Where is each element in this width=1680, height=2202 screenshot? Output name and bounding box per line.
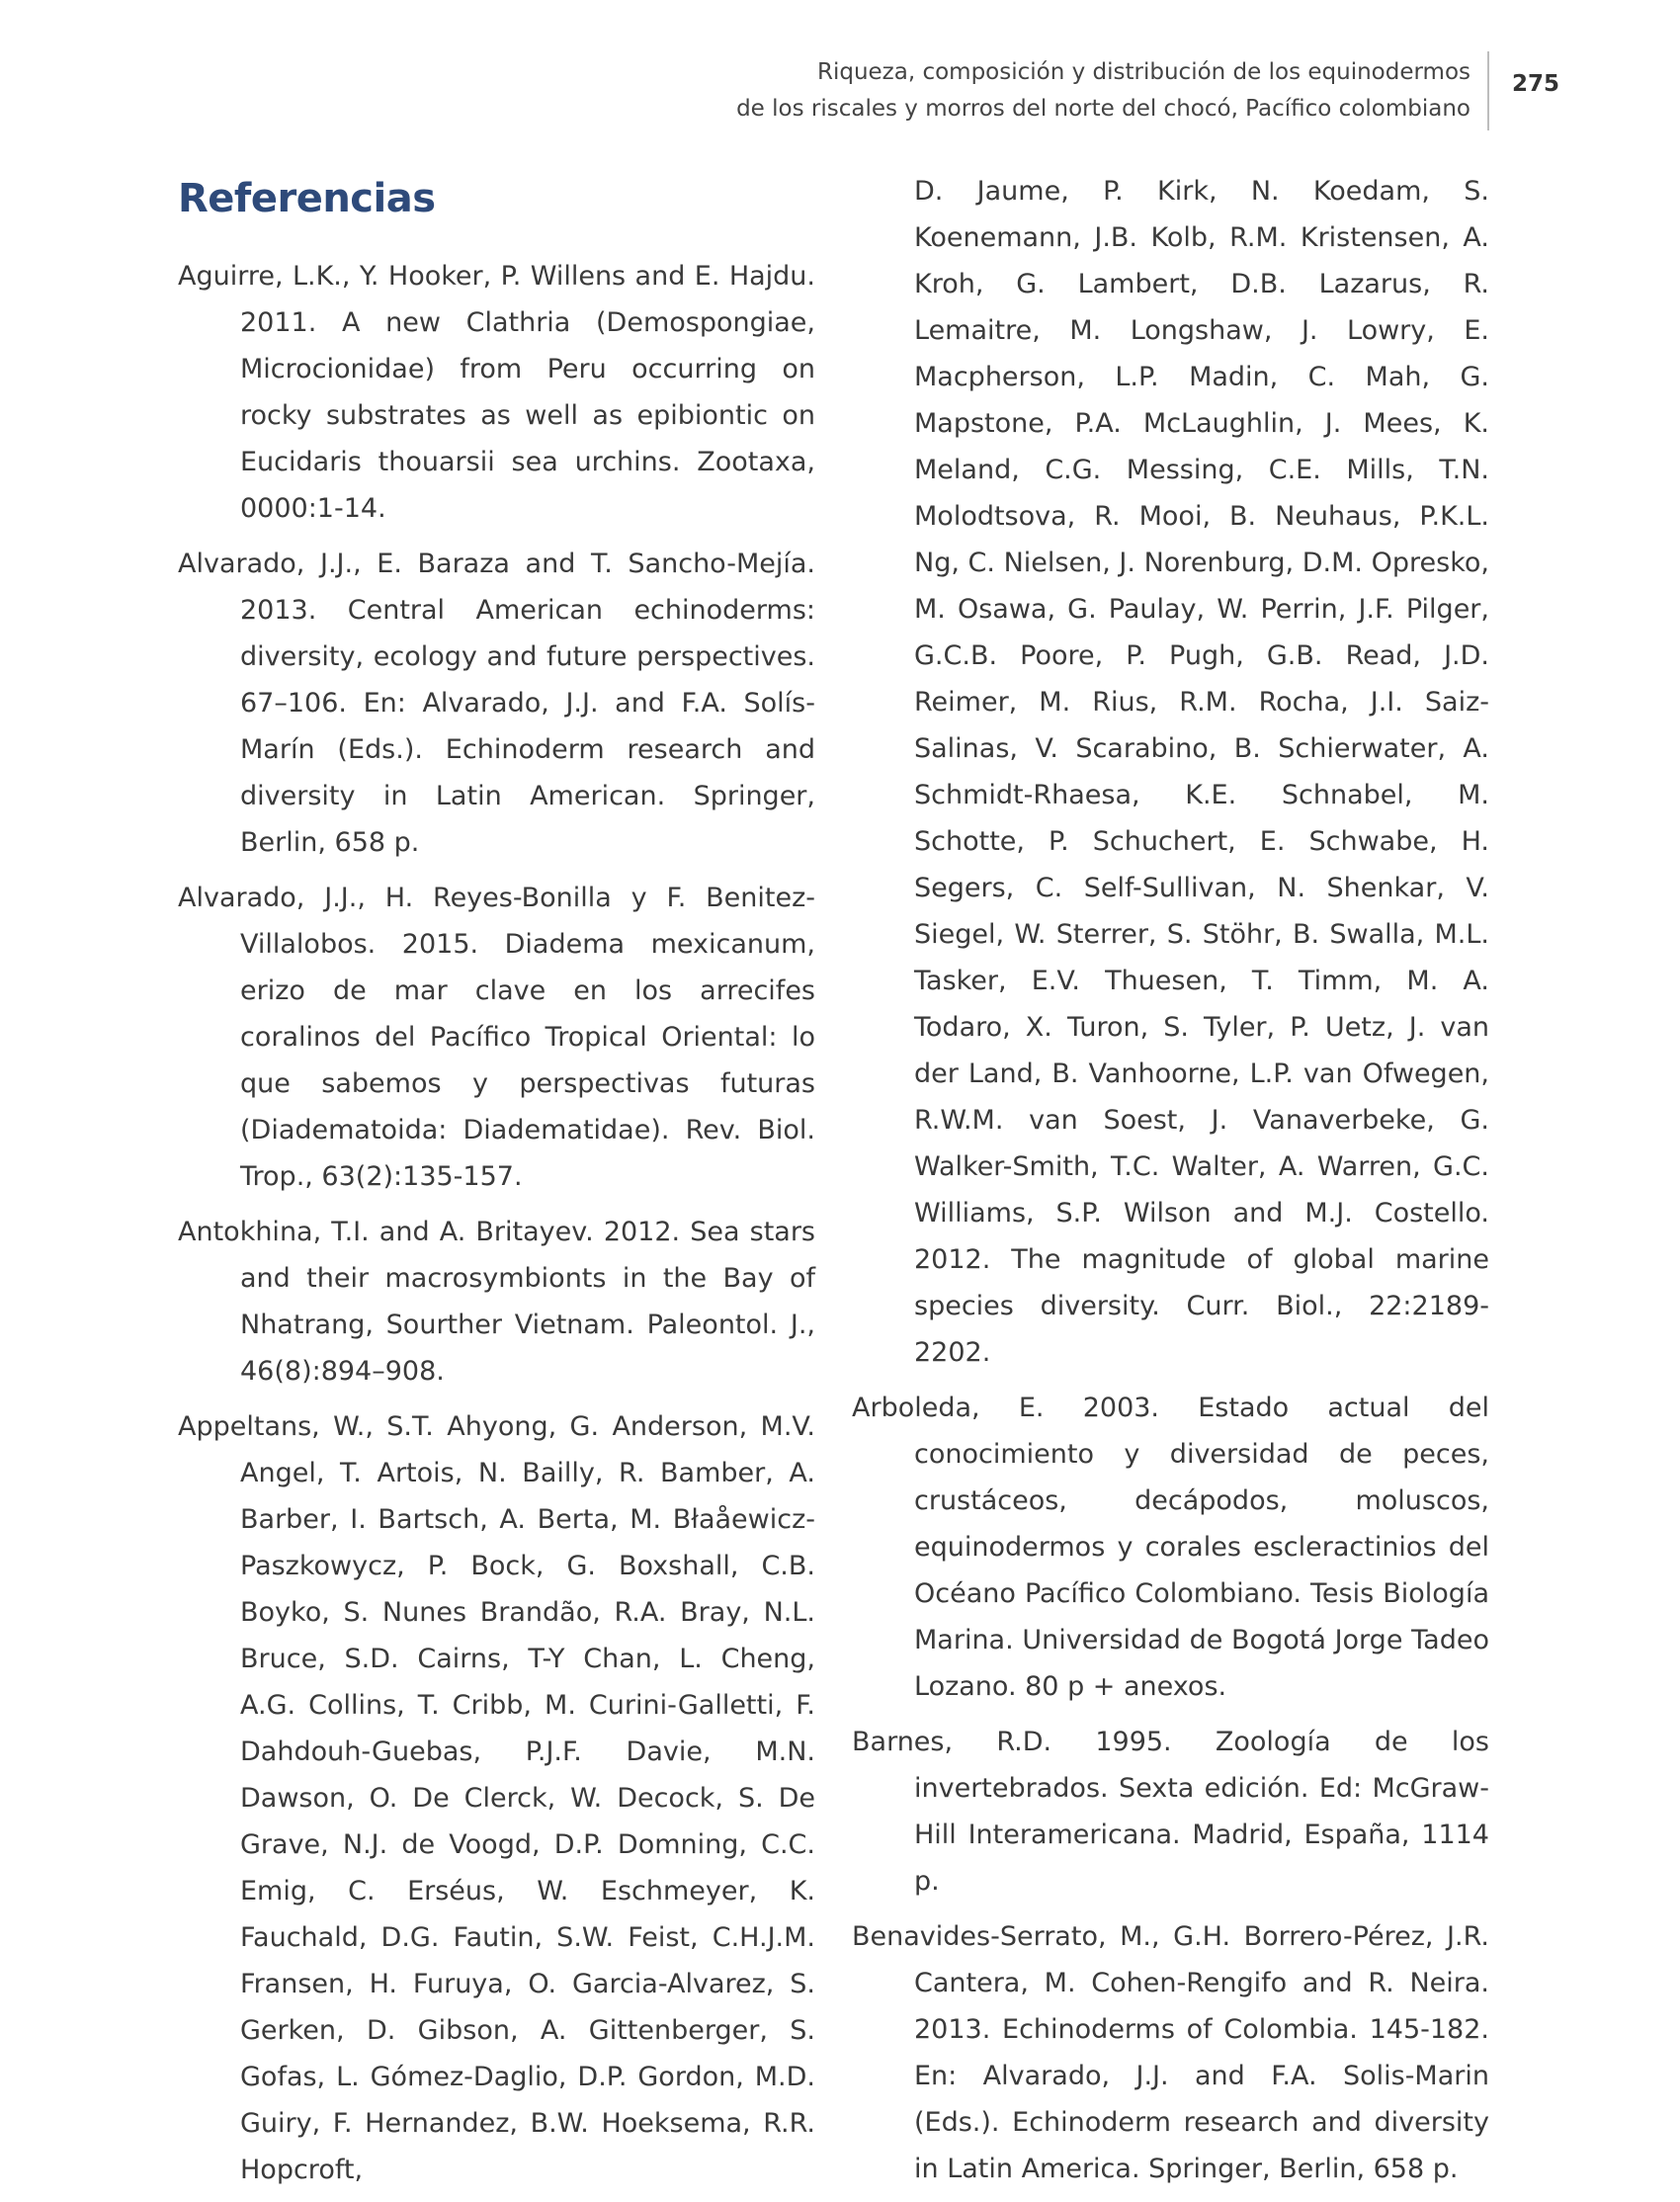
reference-entry: Benavides-Serrato, M., G.H. Borrero-Pérez, J.R. Cantera, M. Cohen-Rengifo and R. Neira. 2013. Echinoderms of Colombia. 145-182. En: Alvarado, J.J. and F.A. Solis-Marin (Eds.). Echinoderm research and diversity in Latin America. Springer, Berlin, 658 p. bbox=[852, 1921, 1489, 2184]
right-column bbox=[852, 168, 1489, 2201]
header-divider bbox=[1487, 51, 1489, 130]
reference-entry: Arboleda, E. 2003. Estado actual del conocimiento y diversidad de peces, crustáceos, decápodos, moluscos, equinodermos y corales escleractinios del Océano Pacífico Colombiano. Tesis Biología Marina. Universidad de Bogotá Jorge Tadeo Lozano. 80 p + anexos. bbox=[852, 1393, 1489, 1702]
reference-entry: Antokhina, T.I. and A. Britayev. 2012. Sea stars and their macrosymbionts in the Bay of Nhatrang, Sourther Vietnam. Paleontol. J., 46(8):894–908. bbox=[178, 1217, 815, 1387]
reference-entry: Aguirre, L.K., Y. Hooker, P. Willens and E. Hajdu. 2011. A new Clathria (Demospongiae, Microcionidae) from Peru occurring on rocky substrates as well as epibiontic on Eucidaris thouarsii sea urchins. Zootaxa, 0000:1-14. bbox=[178, 261, 815, 524]
running-header bbox=[736, 54, 1470, 127]
left-column bbox=[178, 166, 815, 2202]
reference-entry: Appeltans, W., S.T. Ahyong, G. Anderson, M.V. Angel, T. Artois, N. Bailly, R. Bamber, A. Barber, I. Bartsch, A. Berta, M. Błaåewicz-Paszkowycz, P. Bock, G. Boxshall, C.B. Boyko, S. Nunes Brandão, R.A. Bray, N.L. Bruce, S.D. Cairns, T-Y Chan, L. Cheng, A.G. Collins, T. Cribb, M. Curini-Galletti, F. Dahdouh-Guebas, P.J.F. Davie, M.N. Dawson, O. De Clerck, W. Decock, S. De Grave, N.J. de Voogd, D.P. Domning, C.C. Emig, C. Erséus, W. Eschmeyer, K. Fauchald, D.G. Fautin, S.W. Feist, C.H.J.M. Fransen, H. Furuya, O. Garcia-Alvarez, S. Gerken, D. Gibson, A. Gittenberger, S. Gofas, L. Gómez-Daglio, D.P. Gordon, M.D. Guiry, F. Hernandez, B.W. Hoeksema, R.R. Hopcroft, bbox=[178, 1411, 815, 2185]
reference-entry: Alvarado, J.J., H. Reyes-Bonilla y F. Benitez-Villalobos. 2015. Diadema mexicanum, erizo de mar clave en los arrecifes coralinos del Pacífico Tropical Oriental: lo que sabemos y perspectivas futuras (Diadematoida: Diadematidae). Rev. Biol. Trop., 63(2):135-157. bbox=[178, 883, 815, 1192]
page-number: 275 bbox=[1512, 71, 1560, 97]
running-header-line-1: Riqueza, composición y distribución de los equinodermos bbox=[816, 59, 1470, 85]
running-header-line-2: de los riscales y morros del norte del chocó, Pacífico colombiano bbox=[736, 96, 1470, 122]
reference-entry: Barnes, R.D. 1995. Zoología de los invertebrados. Sexta edición. Ed: McGraw-Hill Interamericana. Madrid, España, 1114 p. bbox=[852, 1727, 1489, 1897]
reference-entry: Alvarado, J.J., E. Baraza and T. Sancho-Mejía. 2013. Central American echinoderms: diversity, ecology and future perspectives. 67–106. En: Alvarado, J.J. and F.A. Solís-Marín (Eds.). Echinoderm research and diversity in Latin American. Springer, Berlin, 658 p. bbox=[178, 549, 815, 858]
section-title: Referencias bbox=[178, 176, 436, 221]
reference-entry-continuation: D. Jaume, P. Kirk, N. Koedam, S. Koenemann, J.B. Kolb, R.M. Kristensen, A. Kroh, G. Lambert, D.B. Lazarus, R. Lemaitre, M. Longshaw, J. Lowry, E. Macpherson, L.P. Madin, C. Mah, G. Mapstone, P.A. McLaughlin, J. Mees, K. Meland, C.G. Messing, C.E. Mills, T.N. Molodtsova, R. Mooi, B. Neuhaus, P.K.L. Ng, C. Nielsen, J. Norenburg, D.M. Opresko, M. Osawa, G. Paulay, W. Perrin, J.F. Pilger, G.C.B. Poore, P. Pugh, G.B. Read, J.D. Reimer, M. Rius, R.M. Rocha, J.I. Saiz-Salinas, V. Scarabino, B. Schierwater, A. Schmidt-Rhaesa, K.E. Schnabel, M. Schotte, P. Schuchert, E. Schwabe, H. Segers, C. Self-Sullivan, N. Shenkar, V. Siegel, W. Sterrer, S. Stöhr, B. Swalla, M.L. Tasker, E.V. Thuesen, T. Timm, M. A. Todaro, X. Turon, S. Tyler, P. Uetz, J. van der Land, B. Vanhoorne, L.P. van Ofwegen, R.W.M. van Soest, J. Vanaverbeke, G. Walker-Smith, T.C. Walter, A. Warren, G.C. Williams, S.P. Wilson and M.J. Costello. 2012. The magnitude of global marine species diversity. Curr. Biol., 22:2189-2202. bbox=[914, 176, 1489, 1368]
